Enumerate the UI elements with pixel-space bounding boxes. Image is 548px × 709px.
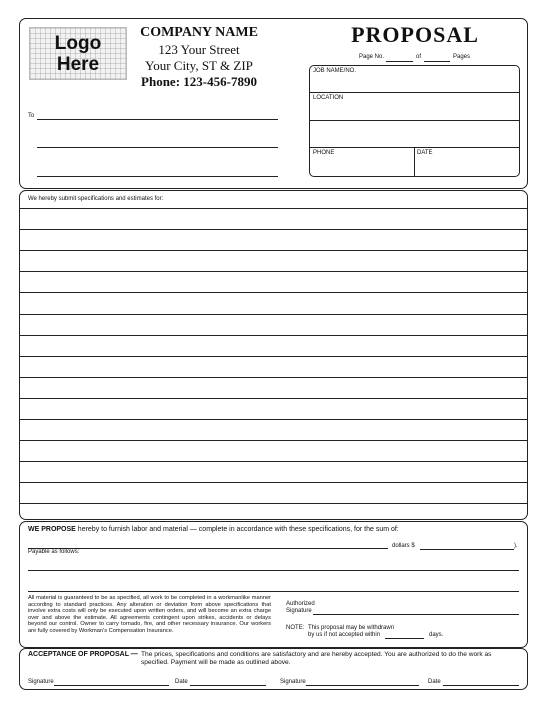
we-propose-lead: WE PROPOSE [28, 526, 76, 533]
dollars-label: dollars $ [392, 543, 415, 549]
acceptance-signature-field-1[interactable] [54, 685, 169, 686]
to-line-1[interactable] [37, 119, 278, 120]
phone-field[interactable] [310, 158, 413, 176]
to-line-2[interactable] [37, 147, 278, 148]
authorized-label: Authorized [286, 601, 315, 607]
payable-label: Payable as follows: [28, 549, 80, 555]
location-label: LOCATION [313, 95, 344, 101]
page-of-label: of [416, 54, 422, 60]
pages-label: Pages [453, 54, 471, 60]
dollar-amount-field[interactable] [420, 549, 514, 550]
terms-paragraph: All material is guaranteed to be as specified, all work to be completed in a workmanlike manner according to standard practices. Any alteration or deviation from above specifications that involve extra costs will only be executed upon written orders, and will become an extra charge over and above the estimate. All agreements contingent upon strikes, accidents or delays beyond our control. Owner to carry tornado, fire, and other necessary insurance. Our workers are fully covered by Workman's Compensation Insurance. [28, 595, 271, 634]
company-city-state-zip: Your City, ST & ZIP [145, 58, 253, 73]
job-info-divider-1 [309, 92, 520, 93]
page-no-field[interactable] [386, 61, 413, 62]
phone-label: PHONE [313, 150, 335, 156]
job-name-label: JOB NAME/NO. [313, 68, 357, 74]
acceptance-signature-field-2[interactable] [306, 685, 419, 686]
acceptance-signature-label-2: Signature [280, 679, 306, 685]
specification-line[interactable] [20, 398, 527, 399]
acceptance-date-field-2[interactable] [443, 685, 519, 686]
specification-line[interactable] [20, 271, 527, 272]
acceptance-date-label-2: Date [428, 679, 441, 685]
dollars-close-paren: ). [514, 543, 518, 549]
acceptance-signature-label-1: Signature [28, 679, 54, 685]
location-field[interactable] [310, 103, 519, 146]
company-phone: Phone: 123-456-7890 [141, 74, 257, 89]
specification-line[interactable] [20, 229, 527, 230]
payment-terms-line-2[interactable] [28, 591, 519, 592]
specification-line[interactable] [20, 419, 527, 420]
company-street: 123 Your Street [158, 42, 240, 57]
specification-line[interactable] [20, 292, 527, 293]
note-label: NOTE: [286, 625, 305, 631]
acceptance-heading: ACCEPTANCE OF PROPOSAL — [28, 651, 138, 658]
specification-line[interactable] [20, 482, 527, 483]
specifications-heading: We hereby submit specifications and estimates for: [28, 196, 164, 202]
authorized-signature-label: Signature [286, 608, 312, 614]
specification-line[interactable] [20, 335, 527, 336]
we-propose-statement [28, 526, 399, 533]
specification-line[interactable] [20, 208, 527, 209]
payment-terms-line-1[interactable] [28, 570, 519, 571]
specification-line[interactable] [20, 440, 527, 441]
date-label: DATE [417, 150, 433, 156]
sum-in-words-field[interactable] [28, 548, 388, 549]
specification-line[interactable] [20, 314, 527, 315]
logo-line-1: Logo [54, 32, 102, 54]
specification-line[interactable] [20, 250, 527, 251]
page-total-field[interactable] [424, 61, 450, 62]
acceptance-date-label-1: Date [175, 679, 188, 685]
acceptance-date-field-1[interactable] [190, 685, 266, 686]
logo-placeholder [29, 27, 127, 80]
proposal-title: PROPOSAL [351, 22, 479, 47]
to-line-3[interactable] [37, 176, 278, 177]
specification-line[interactable] [20, 356, 527, 357]
logo-line-2: Here [56, 53, 100, 75]
date-field[interactable] [415, 158, 519, 176]
note-days-label: days. [429, 632, 444, 638]
note-line-2: by us if not accepted within [308, 632, 381, 638]
specifications-box [19, 190, 528, 520]
acceptance-text: The prices, specifications and conditions are satisfactory and are hereby accepted. You are authorized to do the work as specified. Payment will be made as outlined above. [141, 651, 492, 666]
specification-line[interactable] [20, 461, 527, 462]
days-to-accept-field[interactable] [385, 638, 424, 639]
specification-line[interactable] [20, 377, 527, 378]
note-line-1: This proposal may be withdrawn [308, 625, 395, 631]
to-label: To [28, 113, 35, 119]
job-name-field[interactable] [310, 76, 519, 91]
company-name: COMPANY NAME [140, 25, 258, 40]
specification-line[interactable] [20, 503, 527, 504]
we-propose-text: hereby to furnish labor and material — complete in accordance with these specifications, for the sum of: [77, 526, 399, 533]
authorized-signature-field[interactable] [313, 614, 519, 615]
page-no-label: Page No. [359, 54, 385, 60]
